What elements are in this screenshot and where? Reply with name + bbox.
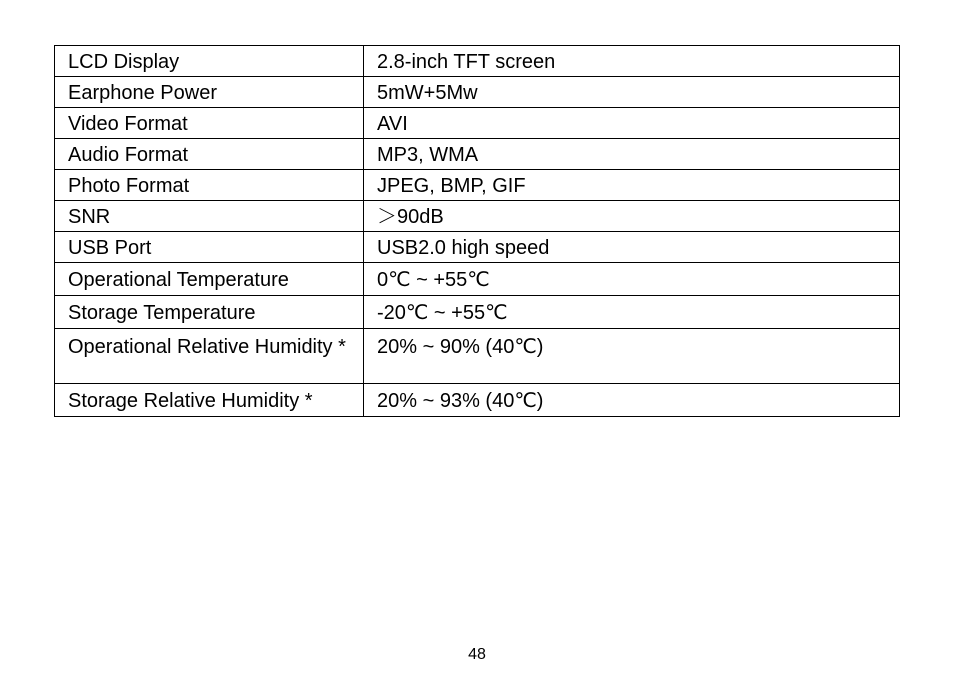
spec-table [54,45,900,417]
table-row [55,139,900,170]
spec-value: 0℃ ~ +55℃ [364,263,900,296]
spec-value: -20℃ ~ +55℃ [364,296,900,329]
table-row [55,296,900,329]
spec-label: USB Port [55,232,364,263]
spec-label: Operational Relative Humidity * [55,329,364,384]
table-row [55,263,900,296]
spec-value: MP3, WMA [364,139,900,170]
spec-value: AVI [364,108,900,139]
page-number: 48 [468,646,486,663]
spec-value: 2.8-inch TFT screen [364,46,900,77]
spec-value: 5mW+5Mw [364,77,900,108]
spec-value: 20% ~ 93% (40℃) [364,384,900,417]
spec-label: Audio Format [55,139,364,170]
table-row [55,384,900,417]
spec-label: Earphone Power [55,77,364,108]
spec-label: Photo Format [55,170,364,201]
spec-label: Operational Temperature [55,263,364,296]
spec-label: Storage Relative Humidity * [55,384,364,417]
spec-label: Storage Temperature [55,296,364,329]
spec-value: USB2.0 high speed [364,232,900,263]
table-row [55,201,900,232]
table-row [55,329,900,384]
spec-value: ＞90dB [364,201,900,232]
table-row [55,46,900,77]
table-row [55,108,900,139]
spec-value: 20% ~ 90% (40℃) [364,329,900,384]
table-row [55,170,900,201]
spec-label: SNR [55,201,364,232]
spec-value: JPEG, BMP, GIF [364,170,900,201]
spec-label: Video Format [55,108,364,139]
table-row [55,77,900,108]
spec-label: LCD Display [55,46,364,77]
table-row [55,232,900,263]
